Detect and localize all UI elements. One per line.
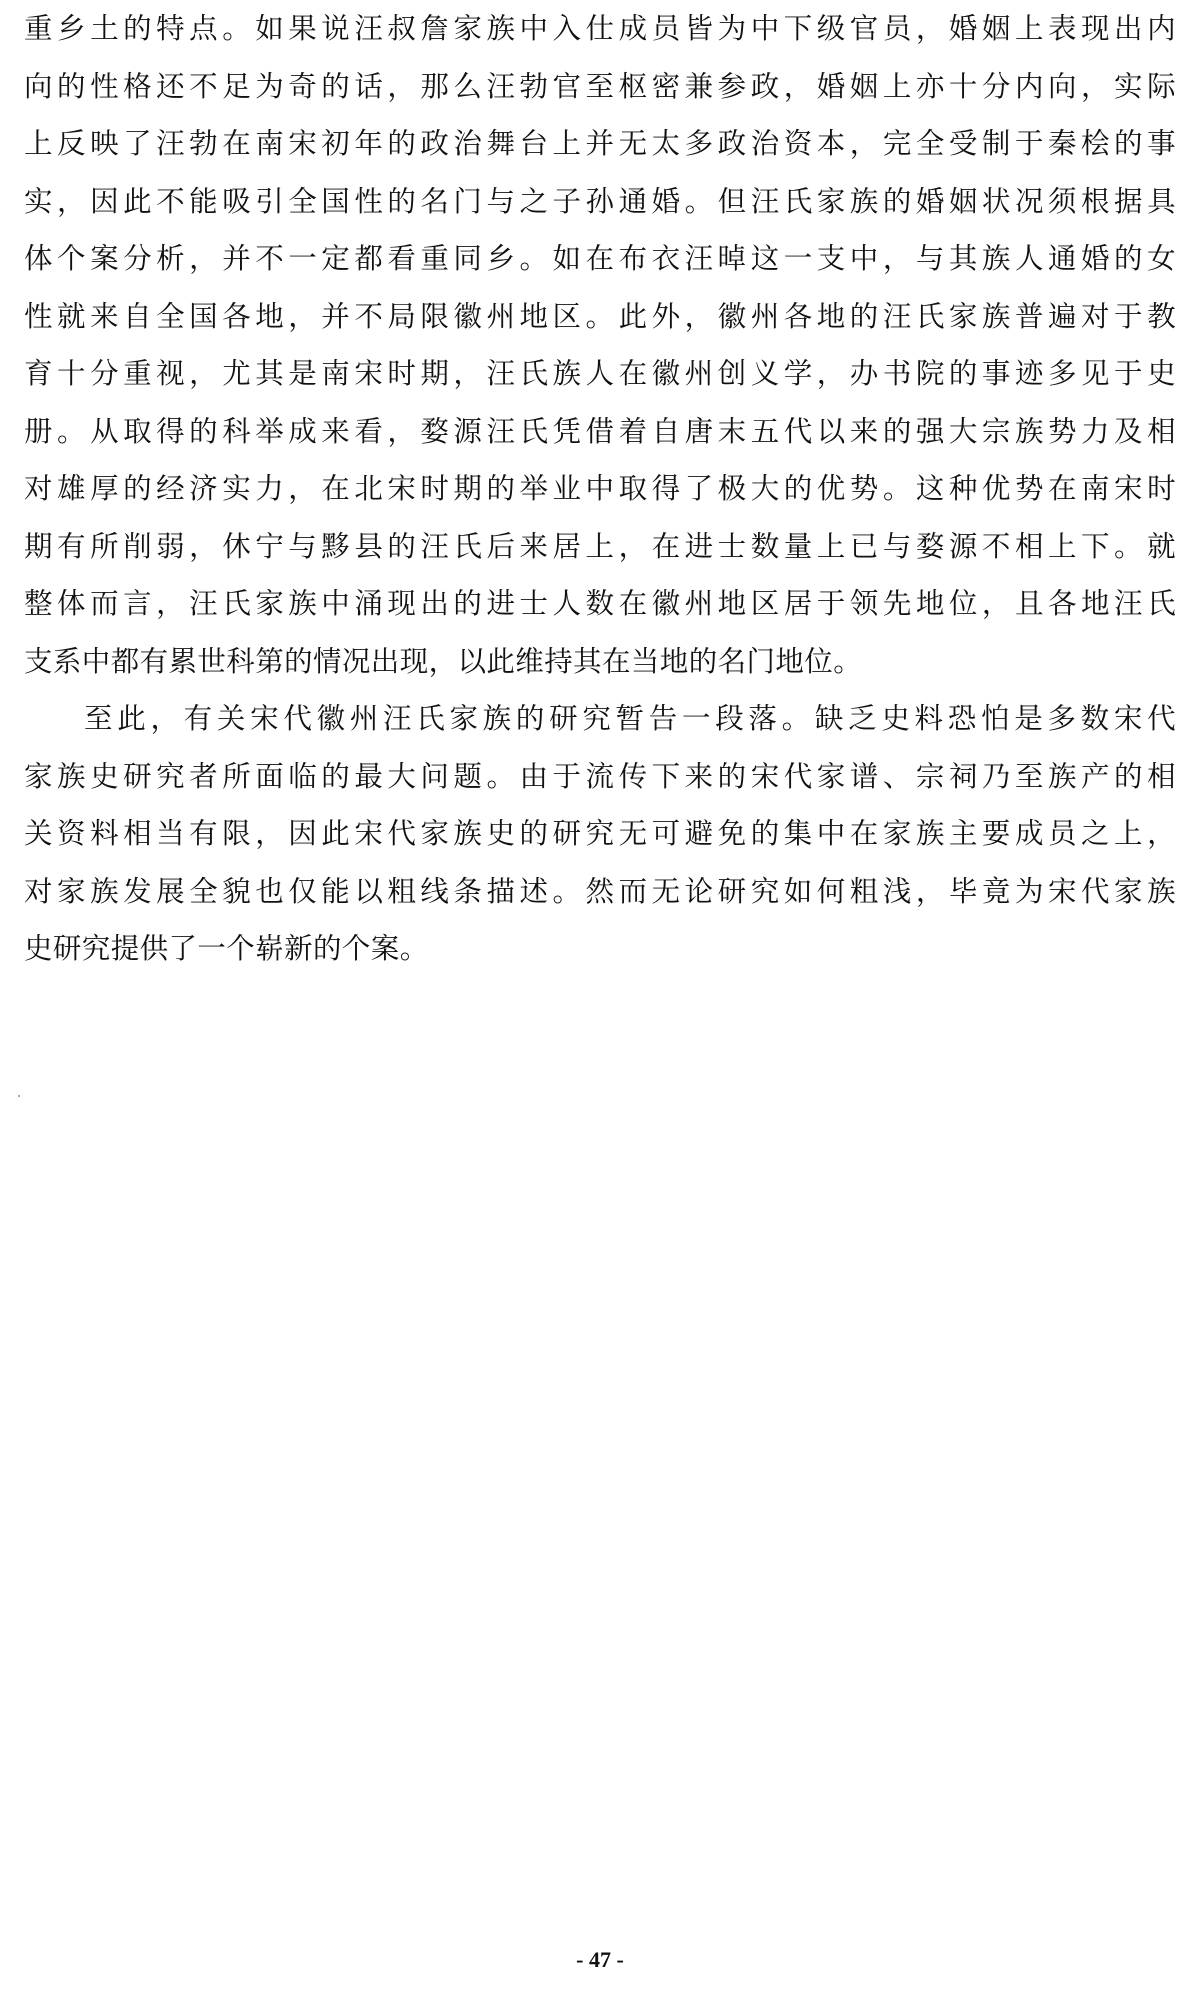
text-line: 性就来自全国各地，并不局限徽州地区。此外，徽州各地的汪氏家族普遍对于教 <box>24 299 1176 333</box>
text-line: 关资料相当有限，因此宋代家族史的研究无可避免的集中在家族主要成员之上， <box>24 817 1176 850</box>
text-line: 重乡土的特点。如果说汪叔詹家族中入仕成员皆为中下级官员，婚姻上表现出内 <box>24 12 1176 45</box>
paragraph-2 <box>24 690 1176 978</box>
text-line: 至此，有关宋代徽州汪氏家族的研究暂告一段落。缺乏史料恐怕是多数宋代 <box>84 702 1176 735</box>
text-line: 体个案分析，并不一定都看重同乡。如在布衣汪晫这一支中，与其族人通婚的女 <box>24 242 1176 275</box>
text-line: 史研究提供了一个崭新的个案。 <box>24 932 429 965</box>
scan-speck <box>18 1095 20 1097</box>
text-line: 对家族发展全貌也仅能以粗线条描述。然而无论研究如何粗浅，毕竟为宋代家族 <box>24 874 1176 908</box>
text-line: 对雄厚的经济实力，在北宋时期的举业中取得了极大的优势。这种优势在南宋时 <box>24 472 1176 505</box>
text-line: 支系中都有累世科第的情况出现，以此维持其在当地的名门地位。 <box>24 644 863 678</box>
text-line: 整体而言，汪氏家族中涌现出的进士人数在徽州地区居于领先地位，且各地汪氏 <box>24 587 1176 620</box>
text-line: 家族史研究者所面临的最大问题。由于流传下来的宋代家谱、宗祠乃至族产的相 <box>24 759 1176 793</box>
text-line: 育十分重视，尤其是南宋时期，汪氏族人在徽州创义学，办书院的事迹多见于史 <box>24 357 1176 390</box>
text-line: 向的性格还不足为奇的话，那么汪勃官至枢密兼参政，婚姻上亦十分内向，实际 <box>24 69 1176 103</box>
page-number: - 47 - <box>576 1947 624 1972</box>
text-line: 上反映了汪勃在南宋初年的政治舞台上并无太多政治资本，完全受制于秦桧的事 <box>24 127 1176 160</box>
text-line: 册。从取得的科举成来看，婺源汪氏凭借着自唐末五代以来的强大宗族势力及相 <box>24 414 1176 448</box>
body-text <box>24 0 1176 978</box>
text-line: 实，因此不能吸引全国性的名门与之子孙通婚。但汪氏家族的婚姻状况须根据具 <box>24 184 1176 218</box>
paragraph-1 <box>24 0 1176 690</box>
text-line: 期有所削弱，休宁与黟县的汪氏后来居上，在进士数量上已与婺源不相上下。就 <box>24 529 1176 563</box>
